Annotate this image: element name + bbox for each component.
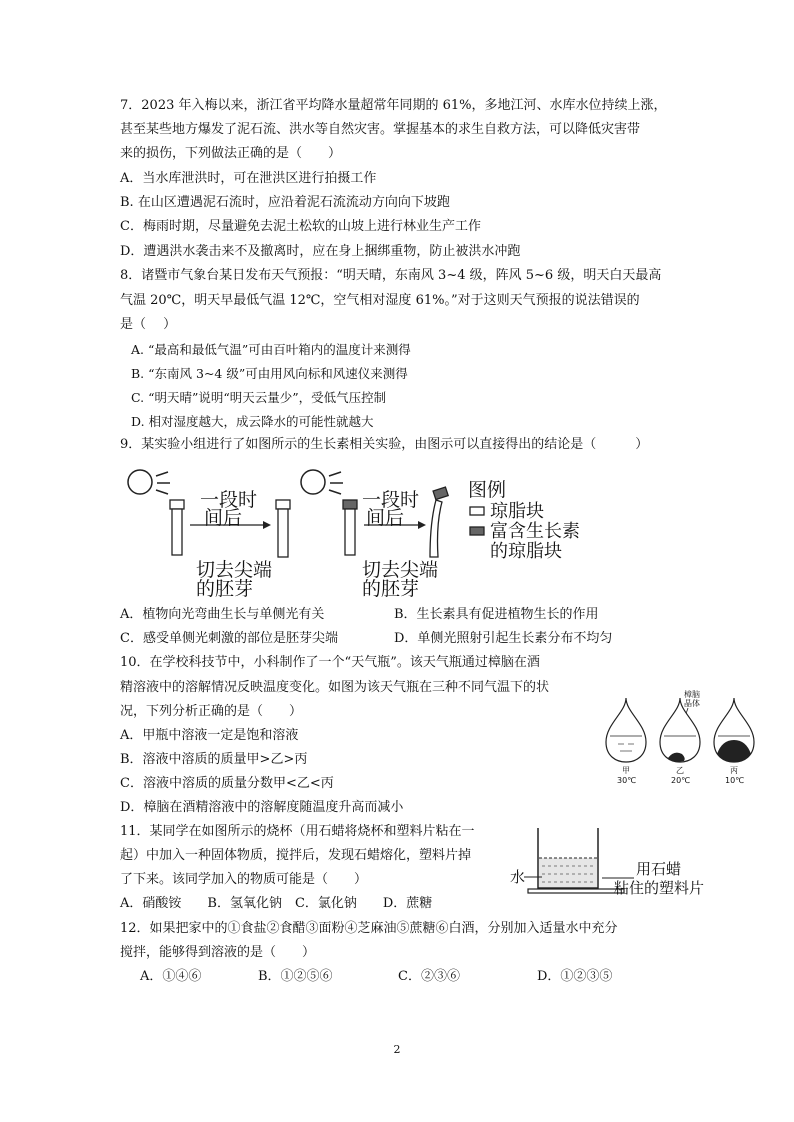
q11-stem-line-2: 起）中加入一种固体物质，搅拌后，发现石蜡熔化，塑料片掉 [120, 848, 472, 863]
q7-stem-line-2: 甚至某些地方爆发了泥石流、洪水等自然灾害。掌握基本的求生自救方法，可以降低灾害带 [120, 122, 641, 137]
q9-option-d: D．单侧光照射引起生长素分布不均匀 [394, 631, 613, 646]
bottle-jia-temp: 30℃ [617, 776, 637, 785]
q8-stem-line-2: 气温 20℃，明天早最低气温 12℃，空气相对湿度 61%。”对于这则天气预报的说法错误的 [120, 293, 640, 308]
caption-1a: 切去尖端 [196, 559, 273, 581]
q8-stem-line-1: 8．诸暨市气象台某日发布天气预报：“明天晴，东南风 3~4 级，阵风 5~6 级，明天白天最高 [120, 268, 662, 283]
q8-stem-line-3: 是（ ） [120, 317, 177, 332]
legend-swatch-auxin [470, 527, 484, 535]
q7-option-b: B. 在山区遭遇泥石流时，应沿着泥石流流动方向向下坡跑 [120, 195, 450, 210]
q9-option-c: C．感受单侧光刺激的部位是胚芽尖端 [120, 631, 338, 646]
bottle-yi-label: 乙 [676, 766, 684, 775]
q12-option-c: C．②③⑥ [398, 969, 460, 984]
bottle-jia-label: 甲 [622, 766, 630, 775]
q8-option-d: D. 相对湿度越大，成云降水的可能性就越大 [131, 414, 374, 429]
q11-beaker-figure [506, 822, 716, 900]
crystal-label-1: 樟脑 [684, 690, 700, 699]
q10-option-b: B．溶液中溶质的质量甲>乙>丙 [120, 752, 308, 767]
light-source-icon [128, 470, 170, 494]
bottle-yi-temp: 20℃ [671, 776, 691, 785]
legend-item-1: 琼脂块 [490, 501, 544, 522]
q12-option-b: B．①②⑤⑥ [258, 969, 333, 984]
q7-option-d: D．遭遇洪水袭击来不及撤离时，应在身上捆绑重物，防止被洪水冲跑 [120, 244, 521, 259]
q10-stem-line-3: 况，下列分析正确的是（ ） [120, 704, 303, 719]
q8-option-a: A. “最高和最低气温”可由百叶箱内的温度计来测得 [131, 342, 411, 357]
q11-stem-line-1: 11．某同学在如图所示的烧杯（用石蜡将烧杯和塑料片粘在一 [120, 824, 475, 839]
crystal-label-2: 晶体 [684, 699, 700, 708]
q12-stem-line-1: 12．如果把家中的①食盐②食醋③面粉④芝麻油⑤蔗糖⑥白酒，分别加入适量水中充分 [120, 921, 618, 936]
arrow-head-2 [418, 521, 426, 529]
wax-label-1: 用石蜡 [636, 860, 682, 878]
coleoptile-after-1 [276, 500, 290, 557]
page-number: 2 [393, 1043, 401, 1056]
bottle-bing-label: 丙 [730, 766, 738, 775]
coleoptile-after-2-bent [430, 487, 448, 557]
q12-option-d: D．①②③⑤ [537, 969, 613, 984]
bottle-bing [714, 698, 754, 762]
q9-option-b: B．生长素具有促进植物生长的作用 [394, 607, 599, 622]
legend-item-2b: 的琼脂块 [490, 541, 562, 562]
q10-option-c: C．溶液中溶质的质量分数甲<乙<丙 [120, 776, 334, 791]
arrow-label-2b: 间后 [366, 507, 405, 529]
arrow-label-2a: 一段时 [362, 489, 420, 511]
q7-option-a: A．当水库泄洪时，可在泄洪区进行拍摄工作 [120, 171, 377, 186]
water-label: 水 [510, 868, 526, 886]
q8-option-c: C. “明天晴”说明“明天云量少”，受低气压控制 [131, 390, 387, 405]
plastic-plate [528, 889, 624, 893]
q7-option-c: C．梅雨时期，尽量避免去泥土松软的山坡上进行林业生产工作 [120, 219, 481, 234]
q11-options: A．硝酸铵 B．氢氧化钠 C．氯化钠 D．蔗糖 [120, 896, 433, 911]
q8-option-b: B. “东南风 3~4 级”可由用风向标和风速仪来测得 [131, 366, 408, 381]
q10-stem-line-2: 精溶液中的溶解情况反映温度变化。如图为该天气瓶在三种不同气温下的状 [120, 680, 550, 695]
q7-stem-line-1: 7．2023 年入梅以来，浙江省平均降水量超常年同期的 61%，多地江河、水库水位持续上涨， [120, 98, 667, 113]
legend-swatch-plain [470, 507, 484, 515]
legend-item-2a: 富含生长素 [490, 521, 580, 542]
legend-title: 图例 [468, 479, 507, 501]
bottle-bing-temp: 10℃ [725, 776, 745, 785]
q11-stem-line-3: 了下来。该同学加入的物质可能是（ ） [120, 872, 368, 887]
q7-stem-line-3: 来的损伤，下列做法正确的是（ ） [120, 146, 342, 161]
q10-option-a: A．甲瓶中溶液一定是饱和溶液 [120, 728, 299, 743]
arrow-label-1b: 间后 [204, 507, 243, 529]
q9-stem: 9．某实验小组进行了如图所示的生长素相关实验，由图示可以直接得出的结论是（ ） [120, 437, 649, 452]
q12-option-a: A．①④⑥ [140, 969, 202, 984]
q9-option-a: A．植物向光弯曲生长与单侧光有关 [120, 607, 325, 622]
caption-2b: 的胚芽 [362, 578, 420, 600]
q10-stem-line-1: 10．在学校科技节中，小科制作了一个“天气瓶”。该天气瓶通过樟脑在酒 [120, 655, 540, 670]
wax-label-2: 粘住的塑料片 [614, 879, 705, 897]
light-source-icon [301, 470, 343, 494]
caption-1b: 的胚芽 [196, 578, 254, 600]
q9-auxin-figure [118, 462, 638, 602]
beaker-water [539, 858, 597, 887]
q10-weather-bottle-figure [602, 688, 772, 788]
bottle-jia [606, 698, 646, 762]
coleoptile-before-2 [343, 500, 357, 555]
q12-stem-line-2: 搅拌，能够得到溶液的是（ ） [120, 945, 316, 960]
arrow-label-1a: 一段时 [200, 489, 258, 511]
coleoptile-before-1 [170, 500, 184, 555]
q10-option-d: D．樟脑在酒精溶液中的溶解度随温度升高而减小 [120, 800, 404, 815]
arrow-head-1 [263, 521, 271, 529]
caption-2a: 切去尖端 [362, 559, 439, 581]
